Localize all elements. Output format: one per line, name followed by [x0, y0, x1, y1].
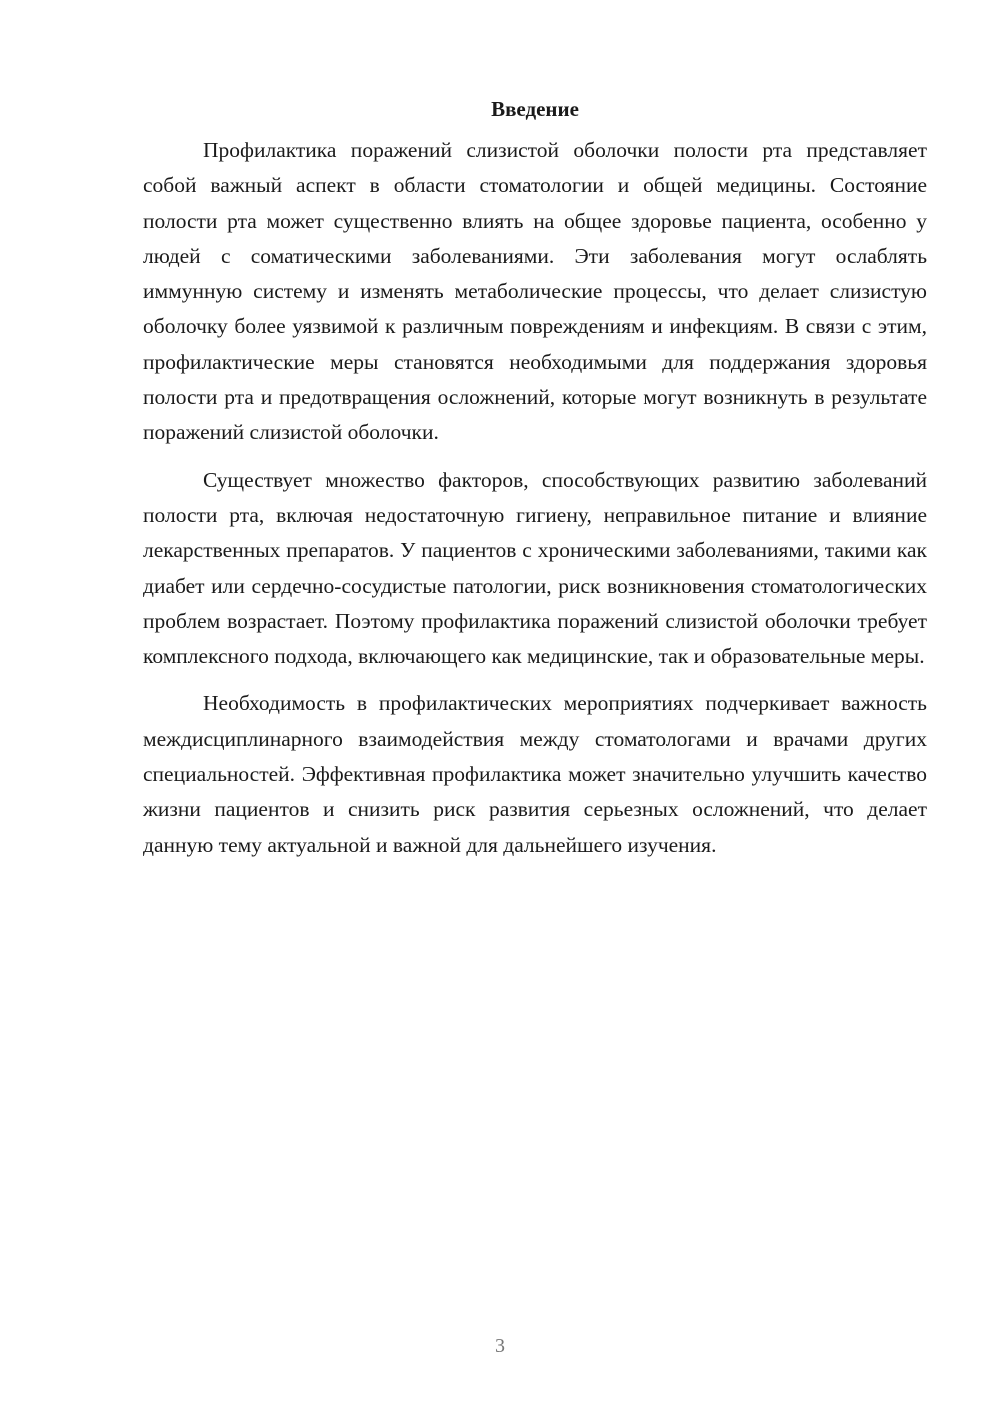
paragraph-3: Необходимость в профилактических мероприятиях подчеркивает важность междисциплинарного взаимодействия между стоматологами и врачами других специальностей. Эффективная профилактика может значительно улучшить качество жизни пациентов и снизить риск развития серьезных осложнений, что делает данную тему актуальной и важной для дальнейшего изучения. — [143, 691, 927, 857]
section-title: Введение — [491, 97, 579, 121]
paragraph-2: Существует множество факторов, способствующих развитию заболеваний полости рта, включая недостаточную гигиену, неправильное питание и влияние лекарственных препаратов. У пациентов с хроническими заболеваниями, такими как диабет или сердечно-сосудистые патологии, риск возникновения стоматологических проблем возрастает. Поэтому профилактика поражений слизистой оболочки требует комплексного подхода, включающего как медицинские, так и образовательные меры. — [143, 467, 927, 669]
paragraph-1: Профилактика поражений слизистой оболочки полости рта представляет собой важный аспект в области стоматологии и общей медицины. Состояние полости рта может существенно влиять на общее здоровье пациента, особенно у людей с соматическими заболеваниями. Эти заболевания могут ослаблять иммунную систему и изменять метаболические процессы, что делает слизистую оболочку более уязвимой к различным повреждениям и инфекциям. В связи с этим, профилактические меры становятся необходимыми для поддержания здоровья полости рта и предотвращения осложнений, которые могут возникнуть в результате поражений слизистой оболочки. — [143, 138, 927, 445]
page-content — [143, 92, 927, 863]
page-number: 3 — [495, 1335, 505, 1357]
